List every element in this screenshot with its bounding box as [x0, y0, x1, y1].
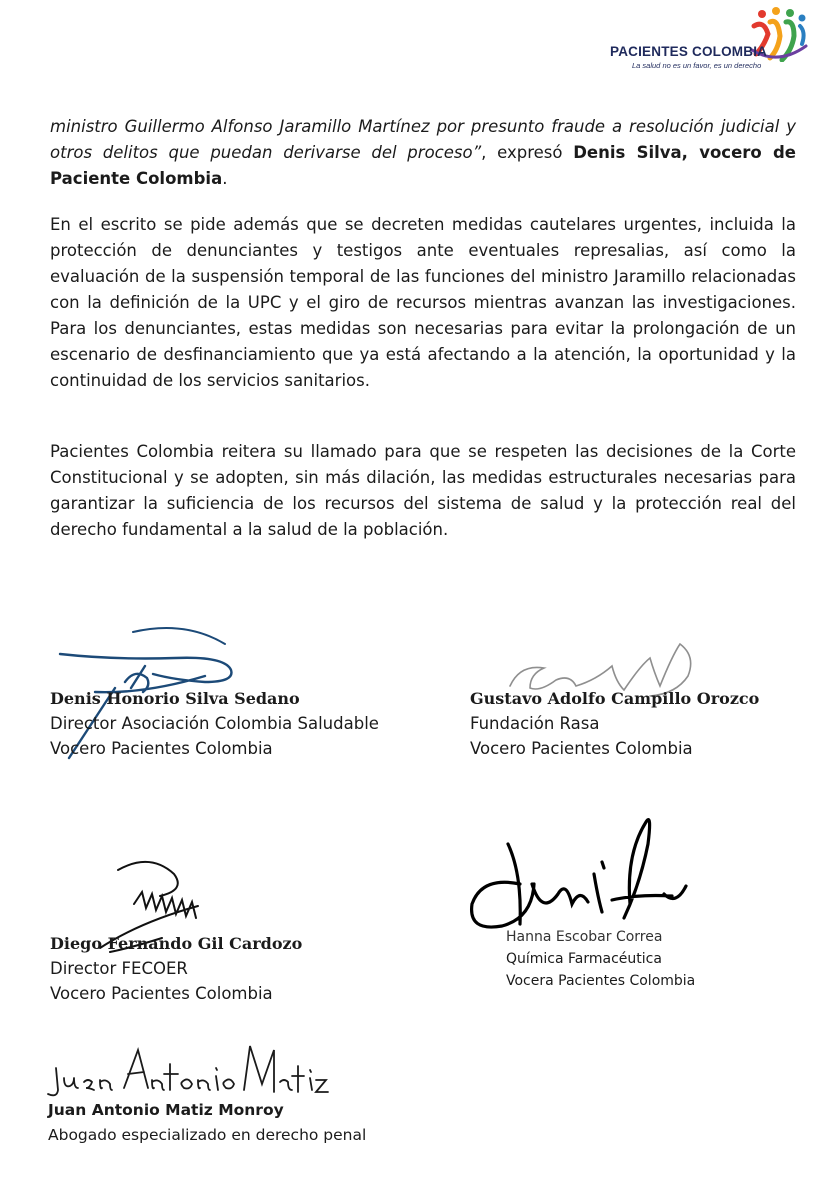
quote-end: . [222, 169, 228, 188]
signatory-role: Fundación Rasa [470, 714, 600, 733]
signatory-name: Denis Honorio Silva Sedano [50, 689, 300, 708]
signature-escobar [462, 814, 702, 944]
signatory-silva [50, 686, 379, 761]
paragraph-call: Pacientes Colombia reitera su llamado para que se respeten las decisiones de la Corte Constitucional y se adopten, sin más dilación, las medidas estructurales necesarias para garantizar la suficiencia de los recursos del sistema de salud y la protección real del derecho fundamental a la salud de la población. [50, 442, 796, 539]
quote-attribution: , expresó [481, 143, 574, 162]
signatory-title: Vocera Pacientes Colombia [506, 973, 696, 989]
signatory-role: Director Asociación Colombia Saludable [50, 714, 379, 733]
quote-text: ministro Guillermo Alfonso Jaramillo Martínez por presunto fraude a resolución judicial y otros delitos que puedan derivarse del proceso” [50, 117, 796, 162]
paragraph-measures: En el escrito se pide además que se decreten medidas cautelares urgentes, incluida la protección de denunciantes y testigos ante eventuales represalias, así como la evaluación de la suspensión temporal de las funciones del ministro Jaramillo relacionadas con la definición de la UPC y el giro de recursos mientras avanzan las investigaciones. Para los denunciantes, estas medidas son necesarias para evitar la prolongación de un escenario de desfinanciamiento que ya está afectando a la atención, la oportunidad y la continuidad de los servicios sanitarios. [50, 215, 796, 390]
pacientes-colombia-logo [610, 6, 810, 74]
signatory-role: Director FECOER [50, 959, 188, 978]
signatory-escobar [506, 926, 695, 992]
quote-speaker: Denis Silva, vocero de Paciente Colombia [50, 143, 796, 188]
logo-name: PACIENTES COLOMBIA [610, 44, 768, 59]
signatory-matiz [48, 1098, 366, 1148]
signatory-name: Juan Antonio Matiz Monroy [48, 1101, 284, 1119]
signatory-name: Hanna Escobar Correa [506, 929, 663, 945]
signatory-title: Vocero Pacientes Colombia [470, 739, 693, 758]
signatory-title: Vocero Pacientes Colombia [50, 984, 273, 1003]
logo-tagline: La salud no es un favor, es un derecho [632, 61, 762, 70]
signatory-role: Química Farmacéutica [506, 951, 662, 967]
signatory-gil [50, 931, 302, 1006]
signatory-name: Diego Fernando Gil Cardozo [50, 934, 303, 953]
signatory-role: Abogado especializado en derecho penal [48, 1126, 367, 1144]
signatory-campillo [470, 686, 759, 761]
paragraph-quote [50, 114, 796, 192]
signatory-title: Vocero Pacientes Colombia [50, 739, 273, 758]
signatory-name: Gustavo Adolfo Campillo Orozco [470, 689, 760, 708]
